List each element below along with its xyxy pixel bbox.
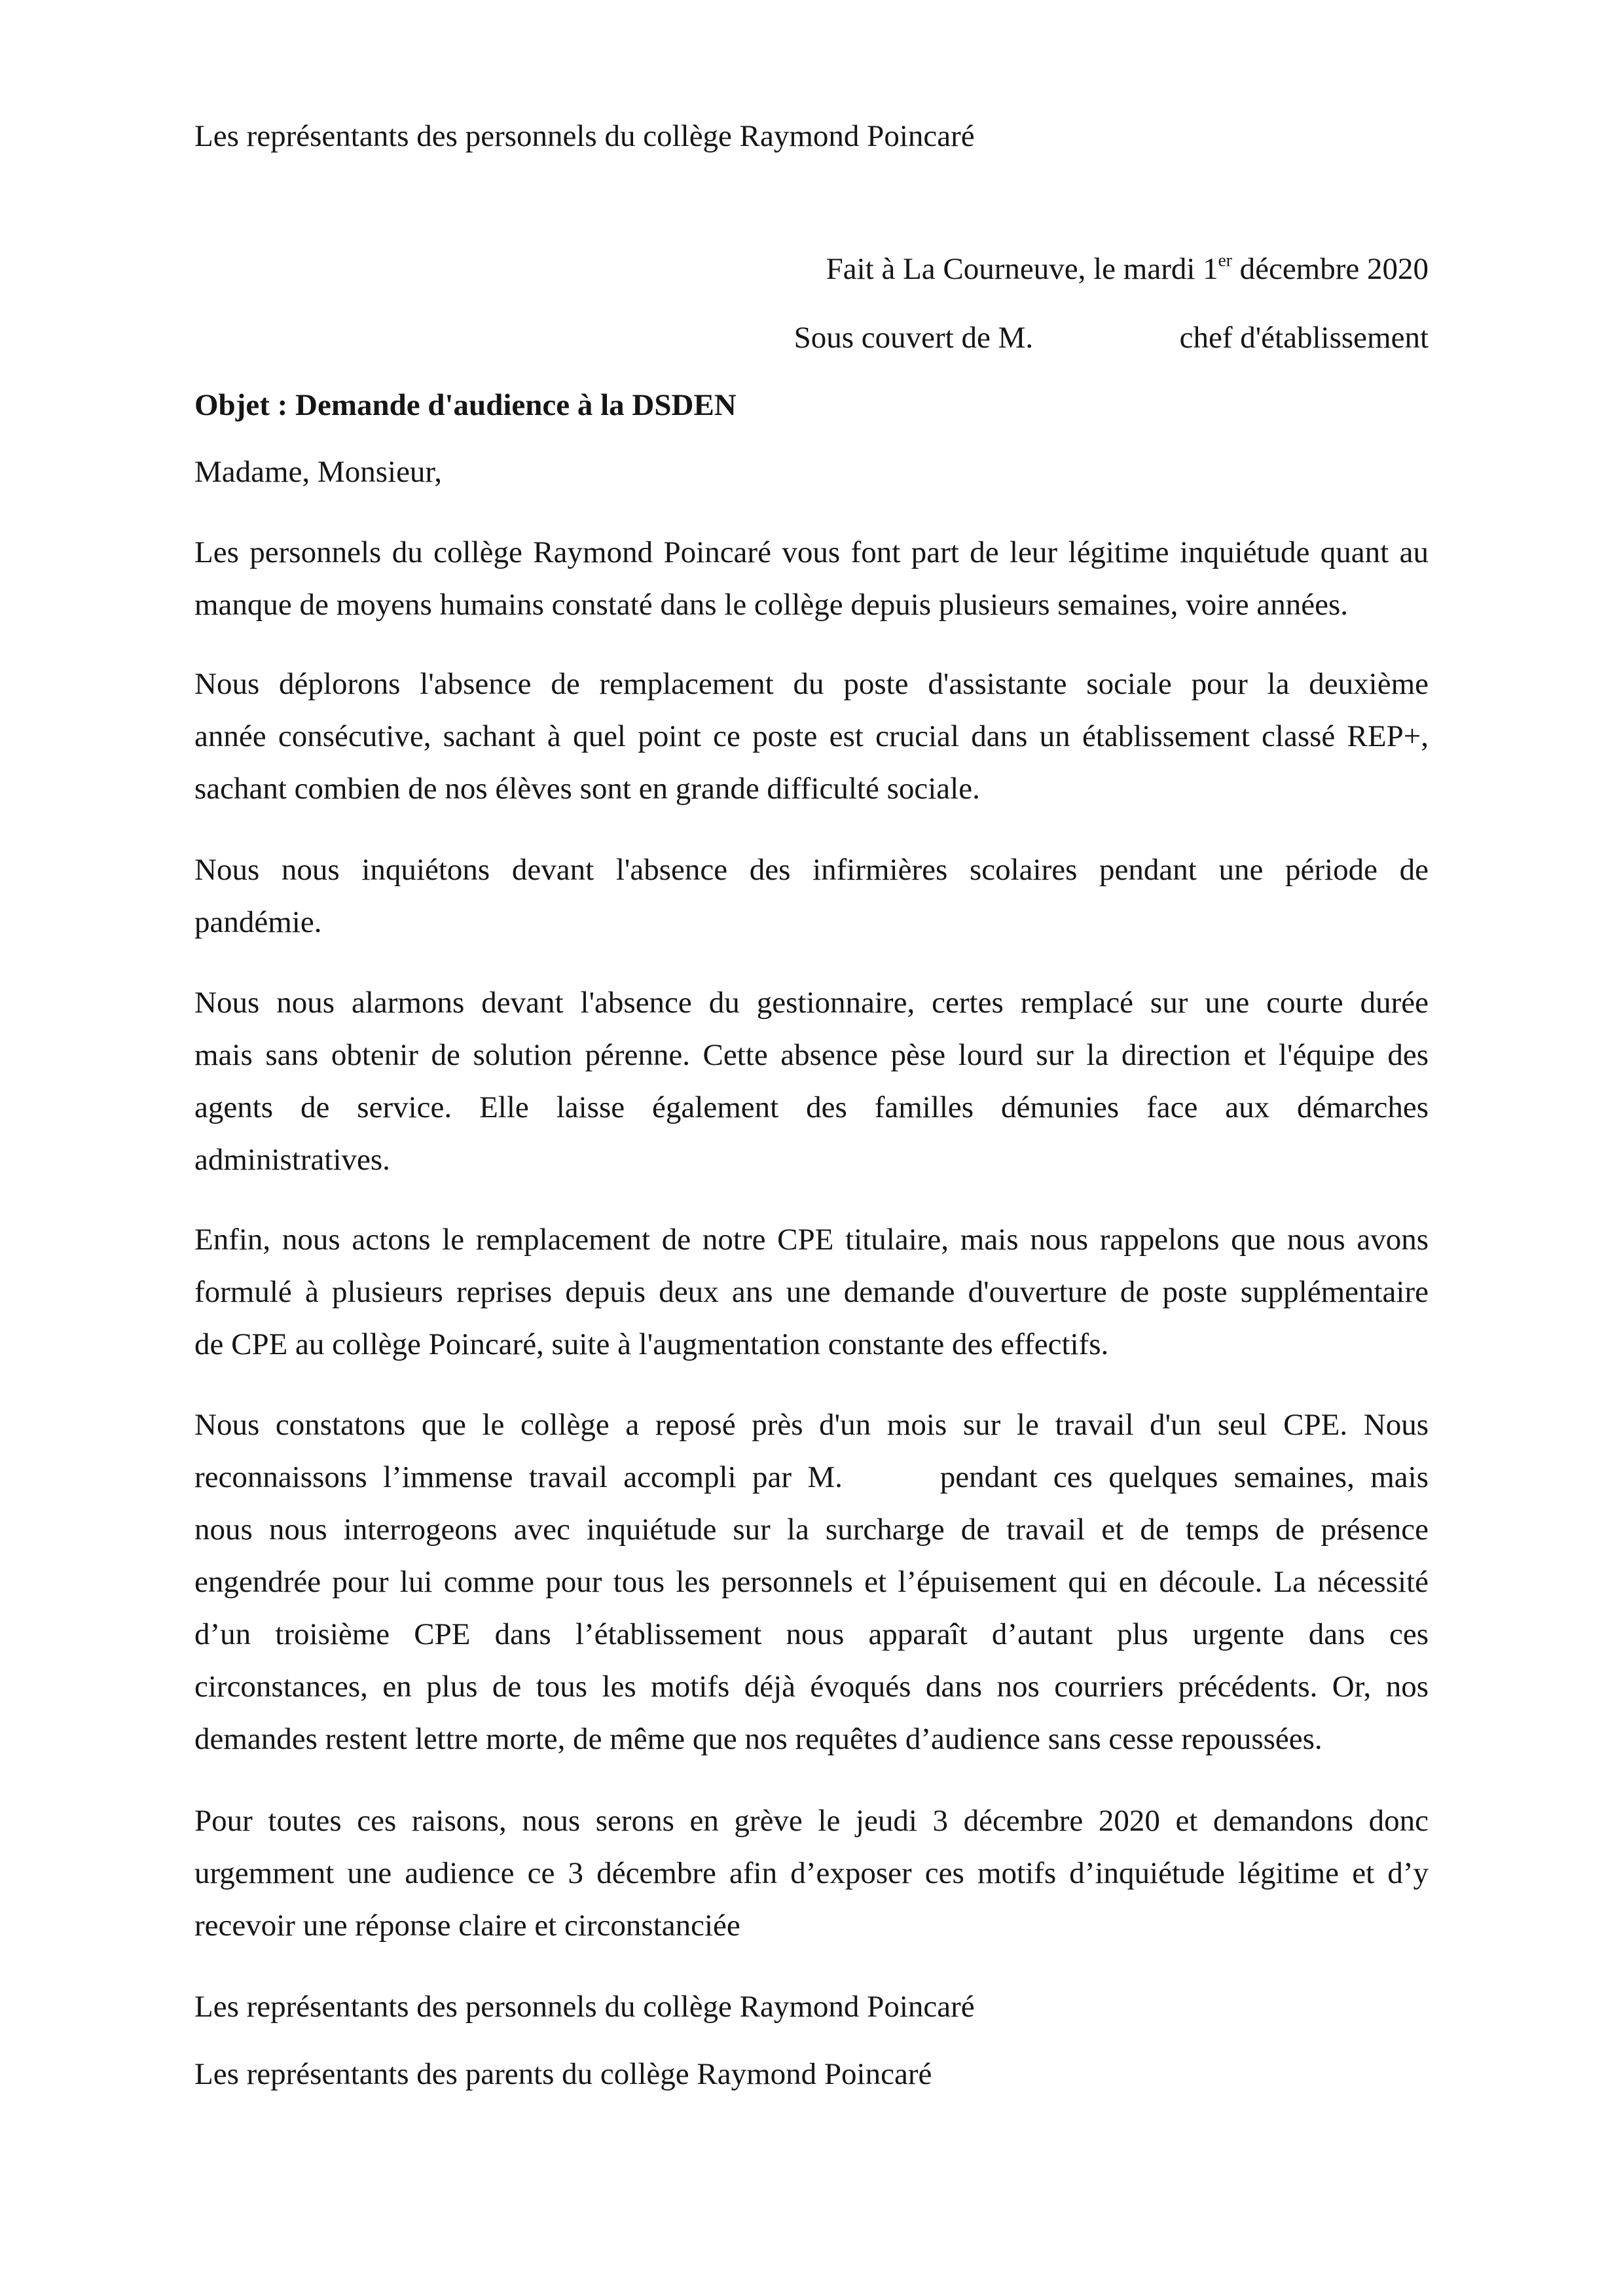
redacted-name-gap (1041, 347, 1172, 348)
paragraph-line: formulé à plusieurs reprises depuis deux ans une demande d'ouverture de poste supplémentaire (194, 1275, 1429, 1309)
paragraph-line: Nous nous inquiétons devant l'absence des infirmières scolaires pendant une période de (194, 853, 1429, 887)
paragraph-line: d’un troisième CPE dans l’établissement nous apparaît d’autant plus urgente dans ces (194, 1617, 1429, 1651)
paragraph-line: Nous déplorons l'absence de remplacement du poste d'assistante sociale pour la deuxième (194, 667, 1429, 701)
paragraph-line: Les personnels du collège Raymond Poincaré vous font part de leur légitime inquiétude quant au (194, 535, 1429, 569)
body-paragraph (194, 1795, 1429, 1952)
paragraph-line: Pour toutes ces raisons, nous serons en grève le jeudi 3 décembre 2020 et demandons donc (194, 1804, 1429, 1838)
paragraph-line: Enfin, nous actons le remplacement de notre CPE titulaire, mais nous rappelons que nous avons (194, 1223, 1429, 1257)
body-paragraph (194, 1399, 1429, 1765)
paragraph-line: administratives. (194, 1143, 390, 1177)
salutation: Madame, Monsieur, (194, 455, 442, 489)
paragraph-line: année consécutive, sachant à quel point ce poste est crucial dans un établissement classé REP+, (194, 719, 1429, 753)
signature-parent-representatives: Les représentants des parents du collège Raymond Poincaré (194, 2057, 932, 2091)
paragraph-line: circonstances, en plus de tous les motifs déjà évoqués dans nos courriers précédents. Or, nos (194, 1670, 1429, 1704)
paragraph-line: sachant combien de nos élèves sont en grande difficulté sociale. (194, 772, 980, 806)
paragraph-line: agents de service. Elle laisse également des familles démunies face aux démarches (194, 1090, 1429, 1124)
body-paragraph (194, 1213, 1429, 1371)
body-paragraph (194, 977, 1429, 1186)
date-month-year: décembre 2020 (1231, 252, 1429, 286)
cover-recipient-prefix: Sous couvert de M. (793, 321, 1034, 355)
paragraph-line: Nous constatons que le collège a reposé près d'un mois sur le travail d'un seul CPE. Nous (194, 1408, 1429, 1442)
cover-line (194, 312, 1429, 364)
sender-header: Les représentants des personnels du collège Raymond Poincaré (194, 119, 975, 153)
line-segment: pendant ces quelques semaines, mais (939, 1460, 1429, 1494)
paragraph-line: demandes restent lettre morte, de même que nos requêtes d’audience sans cesse repoussées. (194, 1722, 1322, 1756)
paragraph-line: pandémie. (194, 905, 322, 939)
signature-staff-representatives: Les représentants des personnels du collège Raymond Poincaré (194, 1990, 975, 2024)
paragraph-line: Nous nous alarmons devant l'absence du gestionnaire, certes remplacé sur une courte durée (194, 986, 1429, 1020)
paragraph-line: de CPE au collège Poincaré, suite à l'augmentation constante des effectifs. (194, 1327, 1109, 1361)
redacted-name-gap (858, 1486, 924, 1487)
date-line (194, 243, 1429, 295)
paragraph-line: mais sans obtenir de solution pérenne. Cette absence pèse lourd sur la direction et l'équipe des (194, 1038, 1429, 1072)
subject-line: Objet : Demande d'audience à la DSDEN (194, 388, 737, 422)
paragraph-line: nous nous interrogeons avec inquiétude sur la surcharge de travail et de temps de présence (194, 1513, 1429, 1547)
paragraph-line: manque de moyens humains constaté dans le collège depuis plusieurs semaines, voire années. (194, 588, 1349, 622)
line-segment: reconnaissons l’immense travail accompli par M. (194, 1460, 843, 1494)
body-paragraph (194, 526, 1429, 631)
date-place-day: Fait à La Courneuve, le mardi 1 (826, 252, 1218, 286)
date-superscript: er (1218, 250, 1232, 270)
paragraph-line: engendrée pour lui comme pour tous les personnels et l’épuisement qui en découle. La nécessité (194, 1565, 1429, 1599)
paragraph-line: urgemment une audience ce 3 décembre afin d’exposer ces motifs d’inquiétude légitime et d’y (194, 1856, 1429, 1890)
body-paragraph (194, 658, 1429, 815)
paragraph-line: recevoir une réponse claire et circonstanciée (194, 1909, 740, 1943)
cover-recipient-role: chef d'établissement (1179, 321, 1429, 355)
body-paragraph (194, 844, 1429, 948)
paragraph-line (194, 1451, 1429, 1503)
